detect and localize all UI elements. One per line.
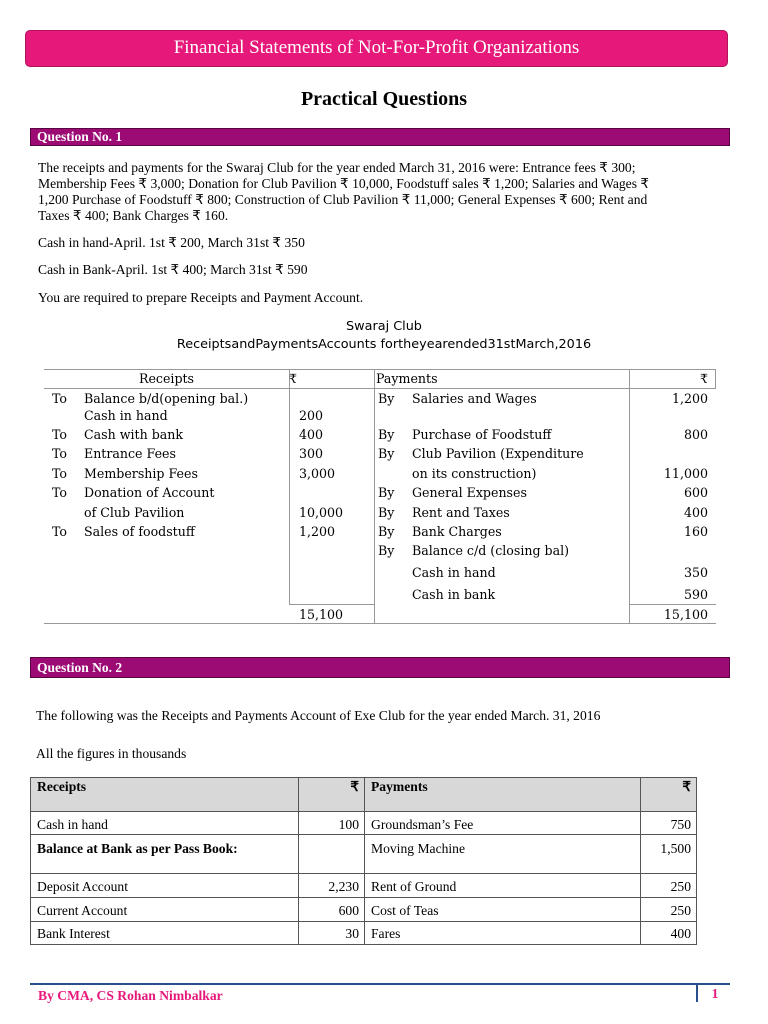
payment-item: Cash in hand [412,565,496,580]
payment-amount: 250 [670,879,691,894]
receipt-amount: 600 [338,903,359,918]
receipt-item: Cash in hand [37,817,108,832]
payments-header: Payments [371,779,428,794]
payment-amount: 1,200 [671,391,708,406]
row-prefix: To [52,446,68,461]
row-prefix: By [378,391,395,406]
receipt-item: Current Account [37,903,128,918]
receipt-amount: 2,230 [328,879,359,894]
receipts-header: Receipts [37,779,87,794]
account-subtitle: ReceiptsandPaymentsAccounts fortheyearended31stMarch,2016 [176,337,592,352]
payment-amount: 600 [683,485,708,500]
payment-amount: 11,000 [663,466,708,481]
row-prefix: To [52,427,68,442]
receipt-item: Entrance Fees [84,446,176,461]
question-2-intro: The following was the Receipts and Payments Account of Exe Club for the year ended March. 31, 2016 [36,708,601,723]
cash-in-hand-text: Cash in hand-April. 1st ₹ 200, March 31st ₹ 350 [38,235,305,250]
receipt-item: Cash in hand [84,408,168,423]
payment-amount: 750 [670,817,691,832]
receipt-amount: 200 [299,408,324,423]
payment-item: Purchase of Foodstuff [412,427,552,442]
instruction-text: You are required to prepare Receipts and Payment Account. [38,290,364,305]
receipts-header: Receipts [138,371,195,386]
receipt-amount: 400 [299,427,324,442]
payment-amount: 350 [683,565,708,580]
payment-item: General Expenses [412,485,527,500]
payment-item: Salaries and Wages [412,391,537,406]
receipts-payments-account-table [44,369,716,624]
payments-header: Payments [376,371,438,386]
payment-item: Rent of Ground [371,879,457,894]
payment-amount: 1,500 [660,841,691,856]
question-1-header: Question No. 1 [30,128,730,146]
receipt-item: Balance at Bank as per Pass Book: [37,841,238,856]
receipt-amount: 30 [345,926,359,941]
row-prefix: By [378,524,395,539]
rupee-header: ₹ [682,779,691,794]
row-prefix: To [52,391,68,406]
receipt-amount: 3,000 [299,466,336,481]
row-prefix: To [52,485,68,500]
payment-item: Cost of Teas [371,903,439,918]
question-2-header: Question No. 2 [30,657,730,678]
paragraph-line: Taxes ₹ 400; Bank Charges ₹ 160. [38,208,229,223]
payment-item: Moving Machine [371,841,466,856]
paragraph-line: The receipts and payments for the Swaraj Club for the year ended March 31, 2016 were: Entrance fees ₹ 300; [38,160,636,175]
receipt-amount: 100 [338,817,359,832]
payment-item: Groundsman’s Fee [371,817,474,832]
receipts-total: 15,100 [299,607,344,622]
payment-amount: 400 [670,926,691,941]
row-prefix: By [378,485,395,500]
receipt-item: Sales of foodstuff [84,524,195,539]
payment-item: Rent and Taxes [412,505,510,520]
footer-rule [30,983,730,985]
row-prefix: By [378,505,395,520]
payment-amount: 590 [683,587,708,602]
payment-item: Cash in bank [412,587,496,602]
payments-total: 15,100 [663,607,708,622]
row-prefix: By [378,543,395,558]
footer-author: By CMA, CS Rohan Nimbalkar [38,988,223,1003]
payment-item: Balance c/d (closing bal) [412,543,570,558]
payment-amount: 400 [683,505,708,520]
receipt-item: Donation of Account [84,485,215,500]
receipt-item: Cash with bank [84,427,184,442]
exe-club-account-table [30,777,697,945]
receipt-amount: 1,200 [299,524,336,539]
row-prefix: By [378,446,395,461]
receipt-item: Bank Interest [37,926,110,941]
payment-item: Club Pavilion (Expenditure [412,446,584,461]
cash-in-bank-text: Cash in Bank-April. 1st ₹ 400; March 31st ₹ 590 [38,262,308,277]
page-number: 1 [696,984,732,1002]
figures-note: All the figures in thousands [36,746,187,761]
paragraph-line: 1,200 Purchase of Foodstuff ₹ 800; Construction of Club Pavilion ₹ 11,000; General Expenses ₹ 600; Rent and [38,192,648,207]
receipt-item: of Club Pavilion [84,505,185,520]
paragraph-line: Membership Fees ₹ 3,000; Donation for Club Pavilion ₹ 10,000, Foodstuff sales ₹ 1,200; Salaries and Wages ₹ [38,176,650,191]
receipt-item: Balance b/d(opening bal.) [84,391,249,406]
payment-amount: 800 [683,427,708,442]
rupee-header: ₹ [699,371,708,386]
chapter-banner: Financial Statements of Not-For-Profit Organizations [25,30,728,67]
page-title: Practical Questions [300,88,468,110]
payment-item: on its construction) [412,466,537,481]
row-prefix: To [52,524,68,539]
payment-amount: 160 [683,524,708,539]
row-prefix: By [378,427,395,442]
question-1-paragraph [38,160,718,224]
payment-item: Fares [371,926,401,941]
rupee-header: ₹ [289,371,298,386]
payment-amount: 250 [670,903,691,918]
receipt-amount: 10,000 [299,505,344,520]
rupee-header: ₹ [350,779,359,794]
account-title: Swaraj Club [346,319,422,334]
receipt-item: Deposit Account [37,879,128,894]
payment-item: Bank Charges [412,524,502,539]
row-prefix: To [52,466,68,481]
receipt-item: Membership Fees [84,466,198,481]
receipt-amount: 300 [299,446,324,461]
